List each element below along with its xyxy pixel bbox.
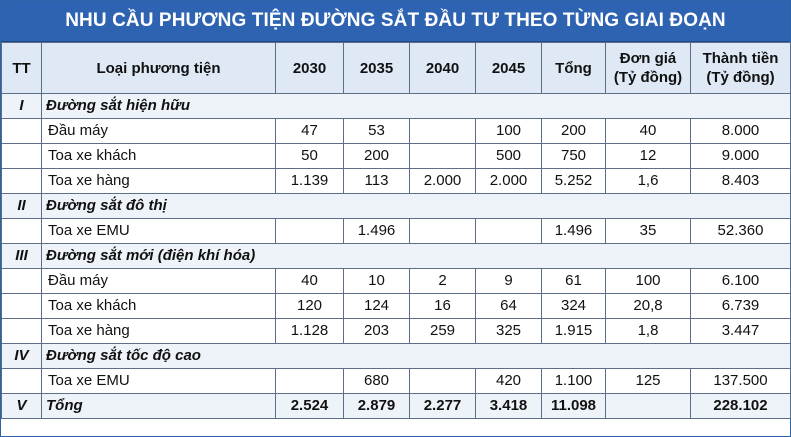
header-total: Tổng [542,43,606,94]
cell-2040: 259 [410,319,476,344]
cell-amount: 6.100 [691,269,791,294]
cell-tt-empty [2,219,42,244]
cell-2045: 420 [476,369,542,394]
cell-total: 5.252 [542,169,606,194]
total-cell-unit-price [606,394,691,419]
cell-amount: 52.360 [691,219,791,244]
cell-2040 [410,144,476,169]
cell-tt-empty [2,269,42,294]
cell-2030 [276,369,344,394]
table-body [2,94,791,419]
cell-unit-price: 12 [606,144,691,169]
total-number: V [2,394,42,419]
cell-unit-price: 40 [606,119,691,144]
section-number: IV [2,344,42,369]
total-row [2,394,791,419]
cell-2040 [410,369,476,394]
header-tt: TT [2,43,42,94]
header-2035: 2035 [344,43,410,94]
cell-2035: 1.496 [344,219,410,244]
section-number: II [2,194,42,219]
cell-2040 [410,219,476,244]
cell-tt-empty [2,169,42,194]
cell-2035: 113 [344,169,410,194]
cell-unit-price: 100 [606,269,691,294]
section-row [2,244,791,269]
cell-total: 200 [542,119,606,144]
cell-2030: 1.128 [276,319,344,344]
cell-amount: 137.500 [691,369,791,394]
cell-2040: 16 [410,294,476,319]
cell-2035: 53 [344,119,410,144]
cell-2040: 2 [410,269,476,294]
section-label: Đường sắt mới (điện khí hóa) [42,244,791,269]
cell-2035: 200 [344,144,410,169]
cell-2035: 680 [344,369,410,394]
cell-tt-empty [2,144,42,169]
cell-tt-empty [2,369,42,394]
cell-2040: 2.000 [410,169,476,194]
cell-2045: 325 [476,319,542,344]
section-label: Đường sắt tốc độ cao [42,344,791,369]
cell-unit-price: 125 [606,369,691,394]
data-table [1,42,791,419]
cell-vehicle-name: Đầu máy [42,119,276,144]
section-row [2,194,791,219]
cell-tt-empty [2,319,42,344]
cell-vehicle-name: Toa xe EMU [42,369,276,394]
cell-2035: 10 [344,269,410,294]
table-row [2,169,791,194]
section-number: III [2,244,42,269]
table-row [2,219,791,244]
cell-vehicle-name: Toa xe khách [42,144,276,169]
cell-2030: 1.139 [276,169,344,194]
table-title: NHU CẦU PHƯƠNG TIỆN ĐƯỜNG SẮT ĐẦU TƯ THEO TỪNG GIAI ĐOẠN [1,1,790,42]
table-row [2,119,791,144]
cell-vehicle-name: Toa xe hàng [42,169,276,194]
cell-2045: 64 [476,294,542,319]
total-cell-2045: 3.418 [476,394,542,419]
cell-2030: 120 [276,294,344,319]
cell-total: 1.100 [542,369,606,394]
cell-2040 [410,119,476,144]
total-cell-amount: 228.102 [691,394,791,419]
table-row [2,294,791,319]
total-label: Tổng [42,394,276,419]
cell-amount: 3.447 [691,319,791,344]
cell-tt-empty [2,119,42,144]
total-cell-total: 11.098 [542,394,606,419]
table-row [2,269,791,294]
total-cell-2040: 2.277 [410,394,476,419]
cell-2030 [276,219,344,244]
cell-total: 1.496 [542,219,606,244]
cell-unit-price: 20,8 [606,294,691,319]
cell-amount: 6.739 [691,294,791,319]
total-cell-2035: 2.879 [344,394,410,419]
cell-total: 61 [542,269,606,294]
section-row [2,94,791,119]
header-unit-price: Đơn giá (Tỷ đồng) [606,43,691,94]
section-number: I [2,94,42,119]
cell-unit-price: 1,6 [606,169,691,194]
cell-amount: 8.000 [691,119,791,144]
header-2030: 2030 [276,43,344,94]
table-row [2,369,791,394]
header-2040: 2040 [410,43,476,94]
cell-unit-price: 35 [606,219,691,244]
cell-vehicle-name: Toa xe khách [42,294,276,319]
header-vehicle-type: Loại phương tiện [42,43,276,94]
cell-vehicle-name: Đầu máy [42,269,276,294]
table-row [2,319,791,344]
cell-2045: 100 [476,119,542,144]
cell-2035: 124 [344,294,410,319]
cell-2030: 47 [276,119,344,144]
cell-2045: 500 [476,144,542,169]
cell-2030: 40 [276,269,344,294]
cell-2035: 203 [344,319,410,344]
cell-vehicle-name: Toa xe EMU [42,219,276,244]
header-row [2,43,791,94]
cell-total: 750 [542,144,606,169]
table-row [2,144,791,169]
cell-amount: 9.000 [691,144,791,169]
cell-2045: 2.000 [476,169,542,194]
section-label: Đường sắt hiện hữu [42,94,791,119]
cell-2030: 50 [276,144,344,169]
header-amount: Thành tiền (Tỷ đồng) [691,43,791,94]
header-2045: 2045 [476,43,542,94]
cell-unit-price: 1,8 [606,319,691,344]
section-label: Đường sắt đô thị [42,194,791,219]
total-cell-2030: 2.524 [276,394,344,419]
cell-vehicle-name: Toa xe hàng [42,319,276,344]
cell-2045: 9 [476,269,542,294]
cell-total: 1.915 [542,319,606,344]
cell-tt-empty [2,294,42,319]
cell-amount: 8.403 [691,169,791,194]
cell-2045 [476,219,542,244]
cell-total: 324 [542,294,606,319]
section-row [2,344,791,369]
